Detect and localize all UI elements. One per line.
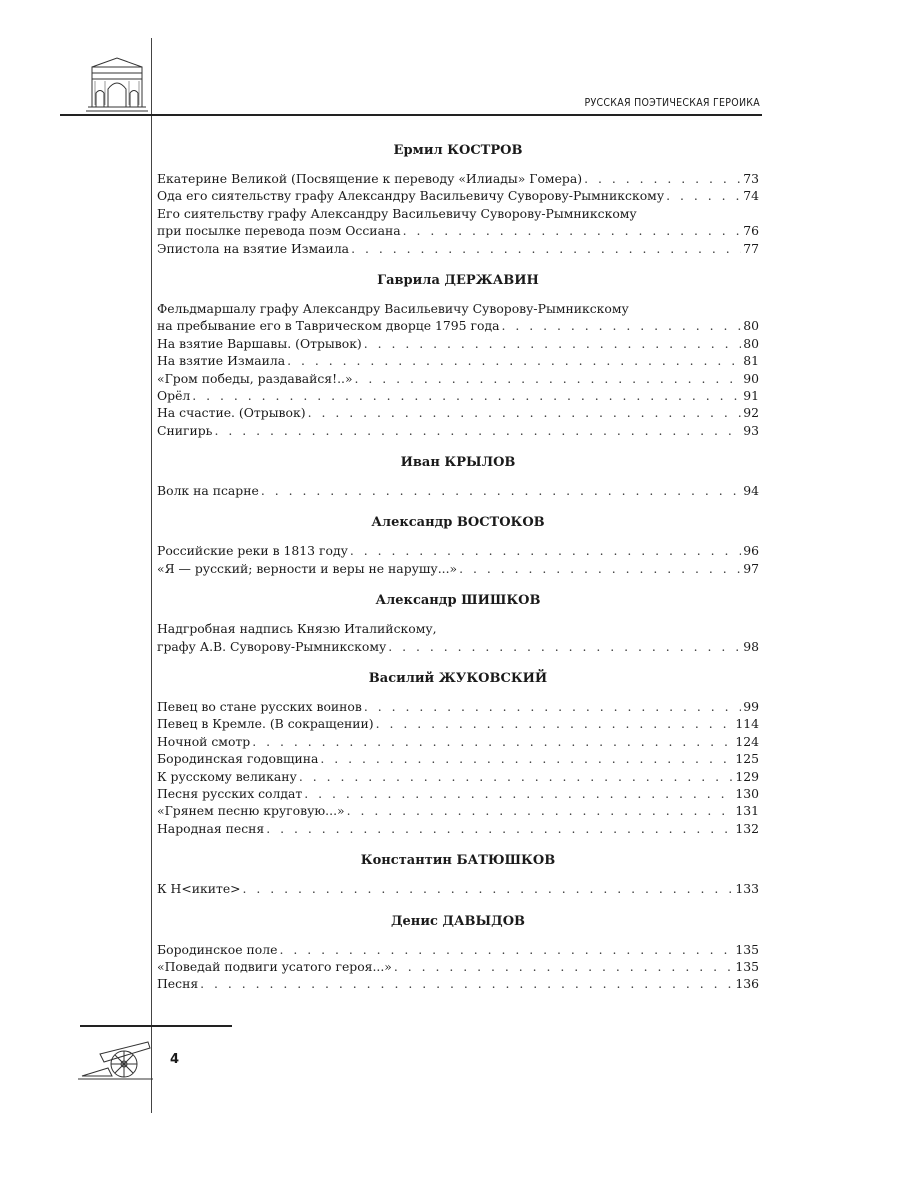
- dot-leader: [192, 387, 741, 404]
- toc-entry: [157, 187, 759, 204]
- author-heading: Константин БАТЮШКОВ: [360, 853, 556, 869]
- toc-entry: [157, 335, 759, 352]
- toc-entry-title: Ночной смотр: [157, 733, 251, 749]
- toc-section: [157, 590, 759, 655]
- dot-leader: [287, 352, 741, 369]
- triumphal-arch-icon: [86, 55, 148, 113]
- toc-entry-title: Песня: [157, 976, 199, 992]
- toc-entry-page: 74: [743, 188, 759, 204]
- toc-entry: [157, 638, 759, 655]
- toc-entry-title: Бородинское поле: [157, 941, 278, 957]
- toc-entry-title: К русскому великану: [157, 768, 297, 784]
- toc-entry-page: 129: [735, 768, 759, 784]
- toc-entry-page: 130: [735, 785, 759, 801]
- toc-entry-page: 125: [735, 751, 759, 767]
- table-of-contents: [157, 140, 759, 993]
- toc-entry-title: Певец во стане русских воинов: [157, 699, 362, 715]
- toc-entry: [157, 941, 759, 958]
- toc-entry-title: Волк на псарне: [157, 483, 259, 499]
- dot-leader: [388, 638, 741, 655]
- author-heading: Иван КРЫЛОВ: [400, 455, 516, 471]
- dot-leader: [243, 880, 734, 897]
- toc-entry: [157, 733, 759, 750]
- toc-entry-title: «Поведай подвиги усатого героя...»: [157, 958, 392, 974]
- toc-entry-page: 131: [735, 803, 759, 819]
- toc-entry-first-line: Фельдмаршалу графу Александру Васильевичу Суворову-Рымникскому: [157, 300, 629, 316]
- toc-entry-title: Бородинская годовщина: [157, 751, 319, 767]
- dot-leader: [403, 222, 742, 239]
- toc-entry-page: 135: [735, 958, 759, 974]
- dot-leader: [351, 240, 741, 257]
- author-heading: Ермил КОСТРОВ: [393, 143, 523, 158]
- toc-entry-page: 76: [743, 223, 759, 239]
- dot-leader: [266, 820, 733, 837]
- toc-entry-page: 135: [735, 941, 759, 957]
- toc-entry: [157, 317, 759, 334]
- toc-section: [157, 140, 759, 257]
- toc-entry-title: при посылке перевода поэм Оссиана: [157, 223, 401, 239]
- author-heading: Александр ШИШКОВ: [375, 593, 541, 609]
- toc-entry: [157, 387, 759, 404]
- toc-entry-page: 91: [743, 387, 759, 403]
- toc-entry-page: 94: [743, 483, 759, 499]
- dot-leader: [355, 370, 742, 387]
- toc-entry-page: 97: [743, 560, 759, 576]
- toc-entry-title: К Н<иките>: [157, 881, 241, 897]
- dot-leader: [394, 958, 733, 975]
- toc-entry-page: 80: [743, 318, 759, 334]
- dot-leader: [279, 941, 733, 958]
- toc-section: [157, 850, 759, 897]
- margin-rule: [151, 38, 152, 1113]
- dot-leader: [304, 785, 733, 802]
- dot-leader: [364, 698, 741, 715]
- toc-entry: [157, 404, 759, 421]
- toc-entry: [157, 542, 759, 559]
- toc-entry-page: 92: [743, 405, 759, 421]
- toc-entry-title: Екатерине Великой (Посвящение к переводу «Илиады» Гомера): [157, 170, 583, 186]
- toc-entry: [157, 422, 759, 439]
- toc-entry: [157, 698, 759, 715]
- dot-leader: [320, 750, 733, 767]
- toc-entry-first-line: Его сиятельству графу Александру Васильевичу Суворову-Рымникскому: [157, 205, 637, 221]
- toc-entry-title: Песня русских солдат: [157, 785, 303, 801]
- toc-entry-title: Певец в Кремле. (В сокращении): [157, 716, 374, 732]
- author-heading: Гаврила ДЕРЖАВИН: [377, 272, 539, 288]
- toc-entry-page: 124: [735, 733, 759, 749]
- toc-entry-page: 90: [743, 370, 759, 386]
- toc-entry: [157, 880, 759, 897]
- toc-entry-page: 98: [743, 638, 759, 654]
- toc-entry: [157, 820, 759, 837]
- toc-entry-page: 132: [735, 820, 759, 836]
- toc-entry-page: 73: [743, 170, 759, 186]
- toc-entry-title: На счастие. (Отрывок): [157, 405, 306, 421]
- dot-leader: [459, 560, 741, 577]
- toc-entry-title: Ода его сиятельству графу Александру Васильевичу Суворову-Рымникскому: [157, 188, 665, 204]
- page-number: 4: [170, 1052, 180, 1067]
- toc-entry-title: Снигирь: [157, 422, 213, 438]
- dot-leader: [584, 170, 741, 187]
- toc-entry-page: 133: [735, 881, 759, 897]
- author-heading: Александр ВОСТОКОВ: [371, 515, 545, 531]
- author-heading: Василий ЖУКОВСКИЙ: [368, 671, 548, 687]
- toc-entry-page: 80: [743, 335, 759, 351]
- toc-entry-page: 77: [743, 240, 759, 256]
- author-heading: Денис ДАВЫДОВ: [390, 913, 526, 929]
- dot-leader: [347, 802, 734, 819]
- dot-leader: [299, 768, 734, 785]
- toc-section: [157, 668, 759, 837]
- toc-entry-page: 81: [743, 353, 759, 369]
- toc-entry: [157, 768, 759, 785]
- toc-entry-page: 136: [735, 976, 759, 992]
- toc-entry-title: Народная песня: [157, 820, 265, 836]
- toc-entry-title: «Я — русский; верности и веры не нарушу...»: [157, 560, 458, 576]
- toc-entry-title: на пребывание его в Таврическом дворце 1795 года: [157, 318, 500, 334]
- dot-leader: [214, 422, 741, 439]
- toc-entry-title: «Гром победы, раздавайся!..»: [157, 370, 353, 386]
- toc-entry-page: 93: [743, 422, 759, 438]
- cannon-icon: [78, 1034, 153, 1082]
- toc-entry: [157, 370, 759, 387]
- toc-section: [157, 270, 759, 439]
- dot-leader: [308, 404, 742, 421]
- toc-entry-title: На взятие Измаила: [157, 353, 286, 369]
- running-head: РУССКАЯ ПОЭТИЧЕСКАЯ ГЕРОИКА: [584, 96, 760, 109]
- toc-entry-first-line: Надгробная надпись Князю Италийскому,: [157, 621, 437, 637]
- dot-leader: [501, 317, 741, 334]
- dot-leader: [376, 715, 734, 732]
- dot-leader: [666, 187, 741, 204]
- footer-rule: [80, 1025, 232, 1027]
- toc-entry: [157, 170, 759, 187]
- toc-entry-page: 99: [743, 699, 759, 715]
- toc-entry: [157, 802, 759, 819]
- dot-leader: [261, 482, 741, 499]
- toc-entry: [157, 482, 759, 499]
- toc-entry: [157, 958, 759, 975]
- toc-section: [157, 512, 759, 577]
- dot-leader: [350, 542, 741, 559]
- toc-entry-title: Российские реки в 1813 году: [157, 543, 348, 559]
- toc-entry: [157, 785, 759, 802]
- toc-entry-page: 114: [735, 716, 759, 732]
- toc-entry: [157, 222, 759, 239]
- toc-entry: [157, 352, 759, 369]
- toc-section: [157, 452, 759, 499]
- toc-entry-title: Эпистола на взятие Измаила: [157, 240, 350, 256]
- toc-entry-title: На взятие Варшавы. (Отрывок): [157, 335, 362, 351]
- toc-entry: [157, 240, 759, 257]
- toc-entry: [157, 750, 759, 767]
- dot-leader: [200, 975, 733, 992]
- toc-entry: [157, 975, 759, 992]
- header-rule: [60, 114, 762, 116]
- toc-entry-title: «Грянем песню круговую...»: [157, 803, 345, 819]
- toc-section: [157, 911, 759, 993]
- toc-entry: [157, 560, 759, 577]
- toc-entry-title: графу А.В. Суворову-Рымникскому: [157, 638, 387, 654]
- dot-leader: [252, 733, 733, 750]
- toc-entry-page: 96: [743, 543, 759, 559]
- toc-entry: [157, 715, 759, 732]
- toc-entry-title: Орёл: [157, 387, 191, 403]
- dot-leader: [364, 335, 741, 352]
